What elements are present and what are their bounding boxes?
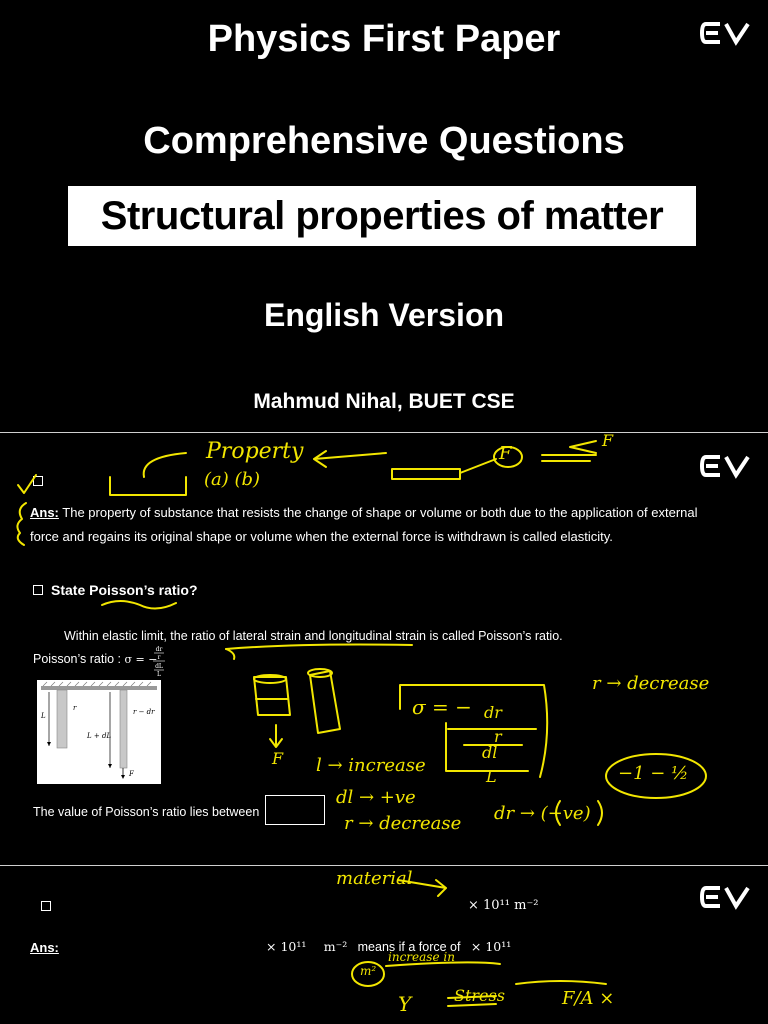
note-sigma-den2: L — [486, 767, 497, 786]
svg-text:dL: dL — [155, 663, 163, 670]
ev-logo-icon — [700, 884, 752, 910]
note-f-over-a: F/A × — [562, 988, 615, 1009]
note-r-decrease: r → decrease — [592, 673, 710, 694]
svg-text:r − dr: r − dr — [133, 708, 155, 716]
slide-subtitle: Comprehensive Questions — [143, 120, 625, 162]
note-dr-negative: dr → (−ve) — [494, 803, 591, 824]
formula-label: Poisson’s ratio : — [33, 652, 122, 666]
title-slide — [0, 0, 768, 432]
formula-math: σ = − — [124, 653, 158, 666]
poisson-diagram — [37, 680, 161, 784]
note-r-decrease-2: r → decrease — [344, 813, 462, 834]
note-sigma-num: dr — [484, 703, 502, 722]
note-f-label: F — [272, 749, 284, 768]
note-y: Y — [398, 992, 412, 1016]
note-stress: Stress — [454, 986, 505, 1005]
answer-label-text: Ans: — [30, 940, 59, 955]
youngs-modulus-slide — [0, 866, 768, 1024]
answer-line-1 — [30, 505, 698, 520]
note-sigma: σ = − — [412, 695, 472, 719]
note-property: Property — [206, 439, 304, 464]
note-material: material — [336, 868, 413, 889]
elasticity-slide — [0, 433, 768, 865]
svg-text:r: r — [157, 654, 161, 661]
note-sigma-den: r — [494, 727, 502, 746]
question-checkbox-icon — [41, 901, 51, 911]
note-dl-positive: dl → +ve — [336, 787, 416, 808]
answer-text-2: force and regains its original shape or volume when the external force is withdrawn is called elasticity. — [30, 529, 613, 544]
value-range-text: The value of Poisson’s ratio lies between — [33, 805, 260, 819]
value-part-2: m⁻² — [323, 939, 348, 954]
question-checkbox-icon — [33, 585, 43, 595]
author-label: Mahmud Nihal, BUET CSE — [253, 390, 515, 413]
note-sigma-num2: dl — [482, 743, 498, 762]
value-part-3: means if a force of — [357, 940, 461, 954]
ev-logo-icon — [700, 453, 752, 479]
chapter-title: Structural properties of matter — [68, 186, 696, 246]
formula-fraction-icon — [152, 643, 166, 679]
svg-text:L + dL: L + dL — [87, 732, 112, 740]
formula-line — [33, 652, 157, 666]
note-increase-in: increase in — [388, 950, 455, 964]
note-m2: m² — [360, 964, 377, 978]
svg-text:r: r — [73, 704, 77, 712]
svg-text:L: L — [41, 712, 46, 720]
ev-logo-icon — [700, 20, 752, 46]
definition-text: Within elastic limit, the ratio of lateral strain and longitudinal strain is called Poisson’s ratio. — [64, 629, 563, 643]
svg-text:L: L — [157, 671, 161, 678]
note-range: −1 − ½ — [618, 763, 689, 784]
answer-text-1: The property of substance that resists the change of shape or volume or both due to the application of external — [62, 505, 698, 520]
value-part-1: × 10¹¹ — [266, 939, 307, 954]
note-f-arrow: F — [602, 433, 614, 450]
answer-label: Ans: — [30, 505, 59, 520]
rod-diagram-icon — [37, 680, 161, 784]
question-checkbox-icon — [33, 476, 43, 486]
svg-text:F: F — [129, 770, 134, 778]
unit-value: × 10¹¹ m⁻² — [468, 898, 539, 913]
note-f-circle: F — [499, 443, 512, 464]
value-part-4: × 10¹¹ — [470, 939, 512, 954]
svg-text:dr: dr — [155, 646, 163, 653]
slide-title: Physics First Paper — [207, 18, 561, 60]
answer-label — [30, 940, 59, 955]
note-l-increase: l → increase — [316, 755, 426, 776]
note-ab: (a) (b) — [204, 469, 261, 490]
question-text: State Poisson’s ratio? — [51, 582, 198, 598]
answer-blank-box — [265, 795, 325, 825]
version-label: English Version — [263, 297, 505, 333]
